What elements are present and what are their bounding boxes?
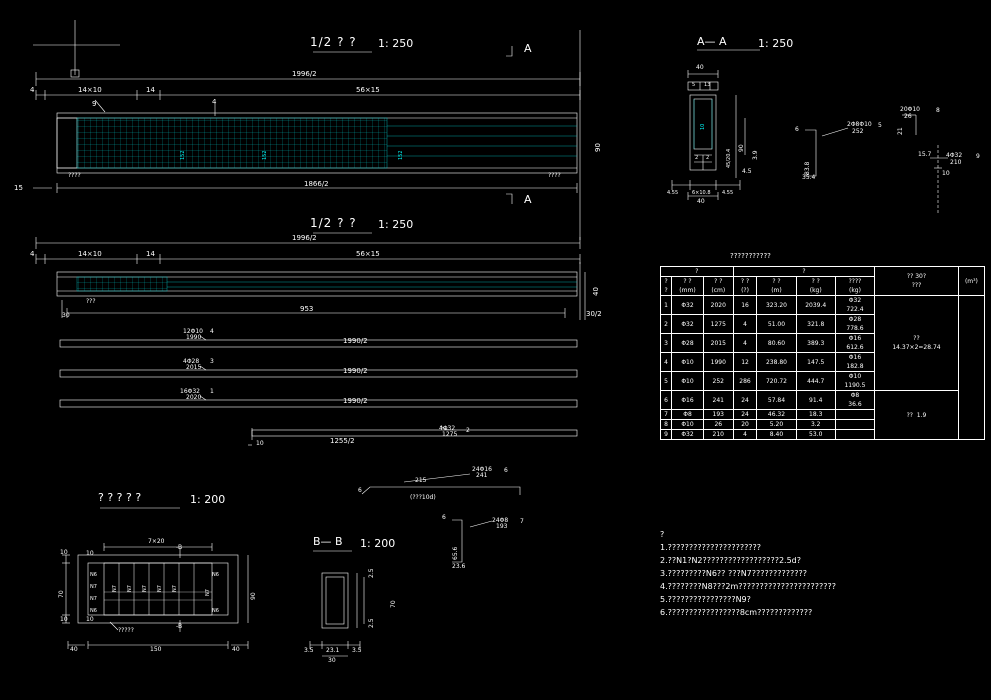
cell-no: 2 xyxy=(661,315,672,334)
table-group-header-row xyxy=(661,267,985,277)
cell-dia: Φ32 xyxy=(672,296,704,315)
side-cell-1: ?? 14.37×2=28.74 xyxy=(875,296,959,391)
section-a-top-part-1: 5 xyxy=(692,82,696,88)
bar-2-length: 1255/2 xyxy=(330,437,355,445)
cell-qty: 20 xyxy=(733,420,757,430)
detail-7-h: 65.6 xyxy=(452,546,459,560)
notes-block xyxy=(660,528,980,619)
note-line-3: 3.?????????N6?? ???N7????????????? xyxy=(660,569,807,578)
table-unit-head: (m³) xyxy=(958,267,984,296)
section-mark-b-bottom: -B xyxy=(176,623,183,630)
side-cell-blank xyxy=(958,296,984,440)
dim-14x10-mid: 14×10 xyxy=(78,250,102,258)
cell-len: 1990 xyxy=(703,353,733,372)
detail-9-code: 4Φ32 xyxy=(946,152,963,159)
cell-total: 8.40 xyxy=(757,430,796,440)
bar-3-length: 1990/2 xyxy=(343,367,368,375)
bar-2-len: 1275 xyxy=(442,431,458,438)
dim-14-mid: 14 xyxy=(146,250,155,258)
bar-4-code: 12Φ10 xyxy=(183,328,203,335)
scale-section-a: 1: 250 xyxy=(758,37,794,50)
cell-total: 238.80 xyxy=(757,353,796,372)
scale-mid: 1: 250 xyxy=(378,218,414,231)
dim-953: 953 xyxy=(300,305,314,313)
callout-4-top: 4 xyxy=(212,98,217,106)
bar-4-length: 1990/2 xyxy=(343,337,368,345)
cell-subtotal: Φ16 612.6 xyxy=(835,334,874,353)
cell-no: 9 xyxy=(661,430,672,440)
bar-3-num: 3 xyxy=(210,358,214,365)
dim-left-top: 4 xyxy=(30,86,35,94)
plan-cell-left-3: N7 xyxy=(90,596,97,602)
dim-40-mid: 40 xyxy=(592,287,600,296)
side-cell-2: ?? 1.9 xyxy=(875,391,959,440)
scale-plan: 1: 200 xyxy=(190,493,226,506)
detail-9-num: 9 xyxy=(976,153,980,160)
cell-total: 80.60 xyxy=(757,334,796,353)
bar-2-extra: 10 xyxy=(256,440,264,447)
detail-5-tick: 6 xyxy=(795,126,799,133)
bar-2-code: 4Φ32 xyxy=(439,425,456,432)
dim-56x15-mid: 56×15 xyxy=(356,250,380,258)
plan-cell-right-1: N6 xyxy=(212,572,219,578)
section-a-top-part-2: 13 xyxy=(704,82,711,88)
title-section-a: A— A xyxy=(697,35,727,48)
th-no: ? ? xyxy=(661,277,672,296)
detail-6-code: 24Φ16 xyxy=(472,466,492,473)
cell-qty: 16 xyxy=(733,296,757,315)
bar-4-num: 4 xyxy=(210,328,214,335)
plan-cell-inner-4: N7 xyxy=(157,585,163,592)
cell-weight: 389.3 xyxy=(796,334,835,353)
plan-dim-7x20: 7×20 xyxy=(148,538,165,545)
dim-14x10-top: 14×10 xyxy=(78,86,102,94)
section-a-top-w: 40 xyxy=(696,64,704,71)
plan-cell-left-1: N6 xyxy=(90,572,97,578)
table-row xyxy=(661,296,985,315)
bar-1-num: 1 xyxy=(210,388,214,395)
cell-weight: 53.0 xyxy=(796,430,835,440)
dim-15-top: 15 xyxy=(14,184,23,192)
detail-7-tick: 6 xyxy=(442,514,446,521)
dim-left-mid: 4 xyxy=(30,250,35,258)
cell-no: 3 xyxy=(661,334,672,353)
section-a-side-note: 45/20.4 xyxy=(726,148,732,168)
scale-top: 1: 250 xyxy=(378,37,414,50)
cell-no: 1 xyxy=(661,296,672,315)
cell-total: 323.20 xyxy=(757,296,796,315)
plan-cell-inner-1: N7 xyxy=(112,585,118,592)
title-half-elevation-top: 1/2 ? ? xyxy=(310,35,357,49)
detail-9-b: 10 xyxy=(942,170,950,177)
callout-9-top: 9 xyxy=(92,100,97,108)
cell-qty: 4 xyxy=(733,430,757,440)
detail-5-len: 252 xyxy=(852,128,864,135)
section-a-bottom-w: 40 xyxy=(697,198,705,205)
bar-3-len: 2015 xyxy=(186,364,202,371)
section-a-h39: 3.9 xyxy=(752,150,759,160)
detail-7-w: 23.6 xyxy=(452,563,466,570)
plan-cell-right-4: N6 xyxy=(212,608,219,614)
cell-len: 2020 xyxy=(703,296,733,315)
section-a-bdim-1: 4.55 xyxy=(667,190,679,196)
detail-6-num: 6 xyxy=(504,467,508,474)
section-a-cell-1: 2 xyxy=(695,155,699,161)
cell-qty: 4 xyxy=(733,334,757,353)
section-a-h90: 90 xyxy=(738,144,745,152)
inner-mark-3: 152 xyxy=(398,150,404,160)
detail-7-num: 7 xyxy=(520,518,524,525)
plan-cell-inner-5: N7 xyxy=(172,585,178,592)
plan-cell-left-2: N7 xyxy=(90,584,97,590)
cell-weight: 2039.4 xyxy=(796,296,835,315)
cell-qty: 24 xyxy=(733,391,757,410)
cell-subtotal xyxy=(835,420,874,430)
detail-9-len: 210 xyxy=(950,159,962,166)
cell-len: 252 xyxy=(703,372,733,391)
section-mark-a-bottom: A xyxy=(524,193,532,206)
detail-8-len: 26 xyxy=(904,113,912,120)
cell-weight: 444.7 xyxy=(796,372,835,391)
scale-section-b: 1: 200 xyxy=(360,537,396,550)
cell-subtotal: Φ28 778.6 xyxy=(835,315,874,334)
cell-no: 7 xyxy=(661,410,672,420)
dim-right-mid: 30/2 xyxy=(586,310,602,318)
table-group-head-1: ? xyxy=(661,267,734,277)
plan-dim-10-a: 10 xyxy=(60,549,68,556)
detail-5-h: 83.8 xyxy=(804,161,811,175)
plan-dim-10-b: 10 xyxy=(60,616,68,623)
title-section-b: B— B xyxy=(313,535,343,548)
cell-dia: Φ10 xyxy=(672,420,704,430)
section-a-bdim-2: 6×10.8 xyxy=(692,190,711,196)
bar-2-num: 2 xyxy=(466,427,470,434)
cell-weight: 91.4 xyxy=(796,391,835,410)
cell-weight: 3.2 xyxy=(796,420,835,430)
notes-head: ? xyxy=(660,530,665,539)
cell-dia: Φ16 xyxy=(672,391,704,410)
dim-56x15-top: 56×15 xyxy=(356,86,380,94)
cell-len: 2015 xyxy=(703,334,733,353)
detail-9-a: 15.7 xyxy=(918,151,932,158)
dim-height-top: 90 xyxy=(594,143,602,152)
th-subtotal: ???? (kg) xyxy=(835,277,874,296)
cell-qty: 4 xyxy=(733,315,757,334)
plan-cell-right-2: N7 xyxy=(205,589,211,596)
cell-no: 4 xyxy=(661,353,672,372)
note-line-2: 2.??N1?N2??????????????????2.5d? xyxy=(660,556,801,565)
cell-subtotal xyxy=(835,410,874,420)
table-row xyxy=(661,391,985,410)
detail-6-note: (???10d) xyxy=(410,494,436,501)
plan-dim-40-right: 40 xyxy=(232,646,240,653)
th-weight: ? ? (kg) xyxy=(796,277,835,296)
bar-1-length: 1990/2 xyxy=(343,397,368,405)
detail-8-num: 8 xyxy=(936,107,940,114)
section-b-w35-left: 3.5 xyxy=(304,647,314,654)
cell-qty: 286 xyxy=(733,372,757,391)
plan-dim-90: 90 xyxy=(250,592,257,600)
cell-total: 46.32 xyxy=(757,410,796,420)
dim-14-top: 14 xyxy=(146,86,155,94)
cell-total: 720.72 xyxy=(757,372,796,391)
plan-dim-40-left: 40 xyxy=(70,646,78,653)
table-title: ??????????? xyxy=(730,252,771,260)
section-b-w231: 23.1 xyxy=(326,647,340,654)
cell-len: 210 xyxy=(703,430,733,440)
note-line-6: 6.?????????????????8cm????????????? xyxy=(660,608,813,617)
cell-weight: 321.8 xyxy=(796,315,835,334)
detail-6-len: 241 xyxy=(476,472,488,479)
cell-qty: 24 xyxy=(733,410,757,420)
cell-qty: 12 xyxy=(733,353,757,372)
th-qty: ? ? (?) xyxy=(733,277,757,296)
note-line-5: 5.????????????????N9? xyxy=(660,595,751,604)
detail-5-num: 5 xyxy=(878,122,882,129)
section-b-w30: 30 xyxy=(328,657,336,664)
plan-cell-inner-2: N7 xyxy=(127,585,133,592)
plan-dim-10-d: 10 xyxy=(86,616,94,623)
cell-len: 1275 xyxy=(703,315,733,334)
note-line-1: 1.?????????????????????? xyxy=(660,543,762,552)
section-mark-b-top: -B xyxy=(176,544,183,551)
cell-dia: Φ8 xyxy=(672,410,704,420)
cell-total: 57.84 xyxy=(757,391,796,410)
section-mark-a-top: A xyxy=(524,42,532,55)
section-a-h45: 4.5 xyxy=(742,168,752,175)
plan-note: ????? xyxy=(118,627,134,634)
th-len: ? ? (cm) xyxy=(703,277,733,296)
section-a-bdim-3: 4.55 xyxy=(722,190,734,196)
plan-dim-150: 150 xyxy=(150,646,162,653)
cell-subtotal xyxy=(835,430,874,440)
detail-6-dim: 215 xyxy=(415,477,427,484)
section-b-h25-top: 2.5 xyxy=(368,568,375,578)
inner-mark-1: 152 xyxy=(180,150,186,160)
cell-len: 241 xyxy=(703,391,733,410)
cell-dia: Φ10 xyxy=(672,353,704,372)
th-dia: ? ? (mm) xyxy=(672,277,704,296)
plan-cell-inner-3: N7 xyxy=(142,585,148,592)
section-a-cell-2: 2 xyxy=(706,155,710,161)
detail-5-code: 2Φ8Φ10 xyxy=(847,121,872,128)
section-b-w35-right: 3.5 xyxy=(352,647,362,654)
detail-7-len: 193 xyxy=(496,523,508,530)
dim-30-mid: 30 xyxy=(62,312,70,319)
cell-weight: 147.5 xyxy=(796,353,835,372)
cell-dia: Φ32 xyxy=(672,315,704,334)
bar-1-code: 16Φ32 xyxy=(180,388,200,395)
cell-subtotal: Φ32 722.4 xyxy=(835,296,874,315)
inner-mark-2: 152 xyxy=(262,150,268,160)
detail-5-w: 35.4 xyxy=(802,174,816,181)
cell-total: 5.20 xyxy=(757,420,796,430)
bar-label-left-top: ???? xyxy=(68,172,81,179)
bar-4-len: 1990 xyxy=(186,334,202,341)
detail-8-code: 20Φ10 xyxy=(900,106,920,113)
dim-overall-mid: 1996/2 xyxy=(292,234,317,242)
title-half-elevation-mid: 1/2 ? ? xyxy=(310,216,357,230)
section-b-h70: 70 xyxy=(390,600,397,608)
plan-dim-10-c: 10 xyxy=(86,550,94,557)
note-line-4: 4.????????N8???2m??????????????????????? xyxy=(660,582,836,591)
cell-subtotal: Φ8 36.6 xyxy=(835,391,874,410)
note-left-mid: ??? xyxy=(86,298,96,305)
cell-dia: Φ32 xyxy=(672,430,704,440)
cell-len: 26 xyxy=(703,420,733,430)
cell-subtotal: Φ10 1190.5 xyxy=(835,372,874,391)
cell-weight: 18.3 xyxy=(796,410,835,420)
detail-7-code: 24Φ8 xyxy=(492,517,509,524)
bar-1-len: 2020 xyxy=(186,394,202,401)
section-b-h25-bot: 2.5 xyxy=(368,618,375,628)
section-a-inner-w: 10 xyxy=(700,123,706,130)
bar-3-code: 4Φ28 xyxy=(183,358,200,365)
cell-len: 193 xyxy=(703,410,733,420)
title-plan: ? ? ? ? ? xyxy=(98,491,142,504)
dim-bottom-top: 1866/2 xyxy=(304,180,329,188)
table-group-head-3: ?? 30? ??? xyxy=(875,267,959,296)
table-group-head-2: ? xyxy=(733,267,874,277)
detail-8-side: 21 xyxy=(897,127,904,135)
cell-total: 51.00 xyxy=(757,315,796,334)
detail-6-dim2: 6 xyxy=(358,487,362,494)
cell-no: 8 xyxy=(661,420,672,430)
rebar-quantity-table xyxy=(660,266,985,440)
plan-dim-70: 70 xyxy=(58,590,65,598)
cell-subtotal: Φ16 182.8 xyxy=(835,353,874,372)
bar-label-right-top: ???? xyxy=(548,172,561,179)
dim-overall-top: 1996/2 xyxy=(292,70,317,78)
th-total-len: ? ? (m) xyxy=(757,277,796,296)
cell-no: 6 xyxy=(661,391,672,410)
cell-no: 5 xyxy=(661,372,672,391)
plan-cell-left-4: N6 xyxy=(90,608,97,614)
cell-dia: Φ10 xyxy=(672,372,704,391)
cell-dia: Φ28 xyxy=(672,334,704,353)
